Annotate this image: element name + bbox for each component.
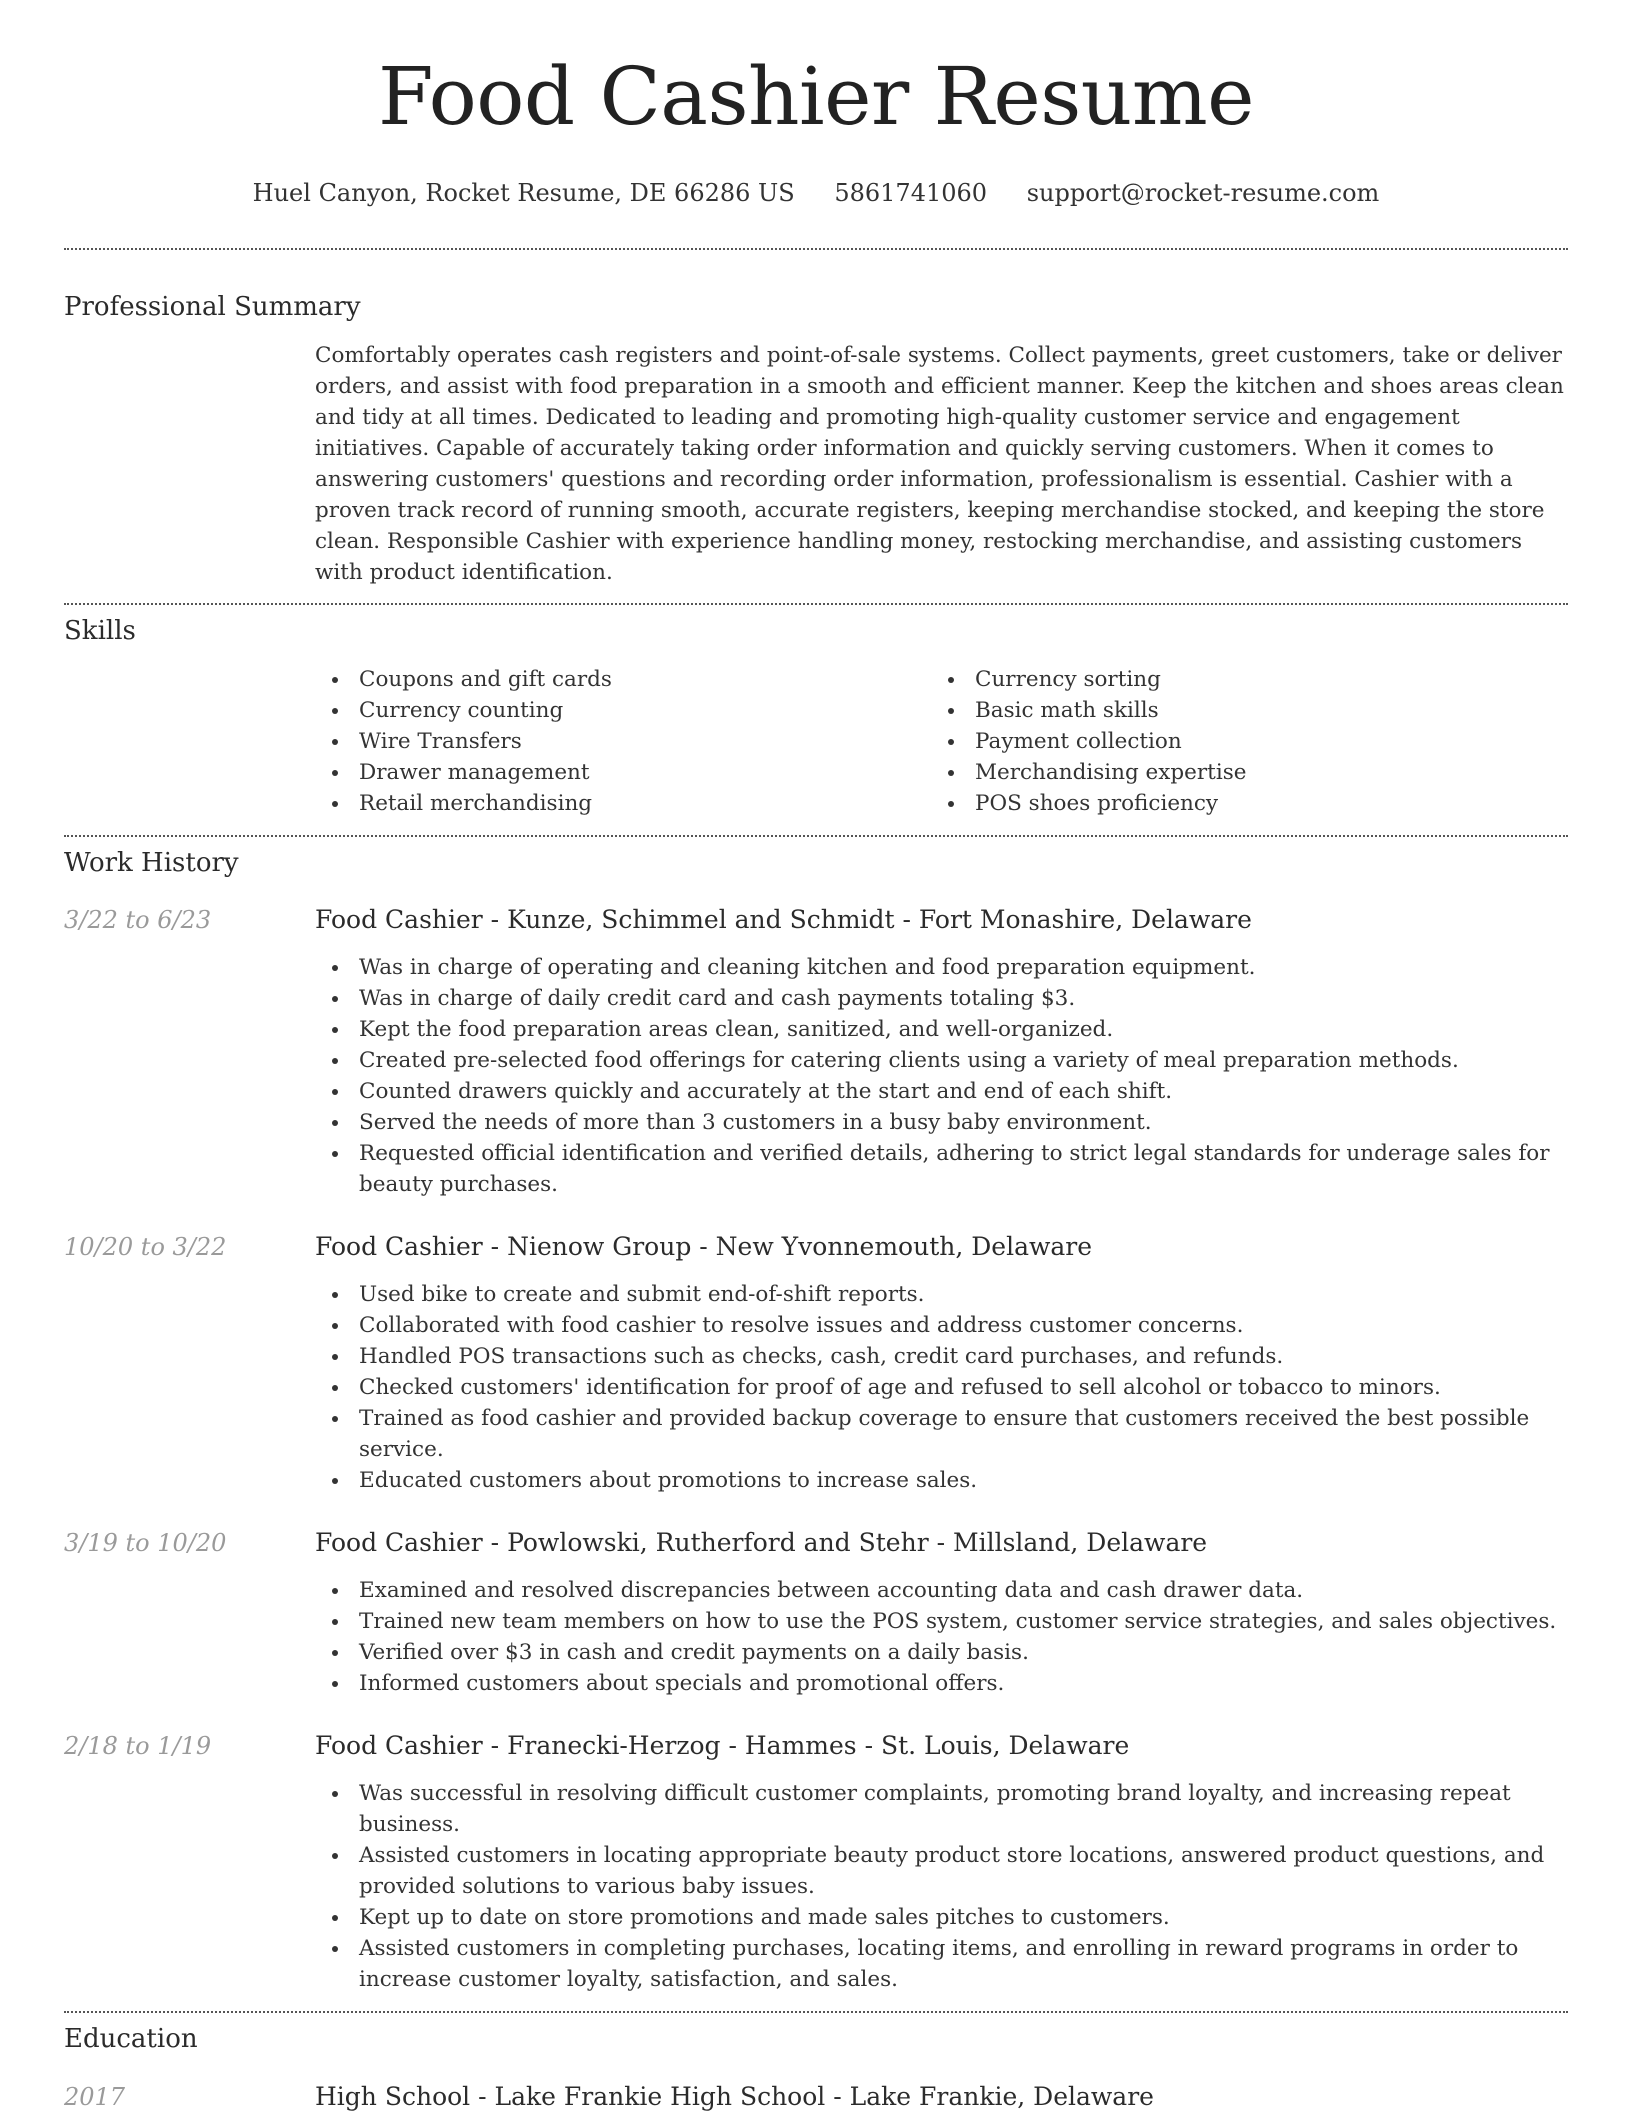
skill-item: Retail merchandising	[315, 788, 931, 819]
job-entry	[64, 905, 1568, 1200]
education-title: High School - Lake Frankie High School - Lake Frankie, Delaware	[315, 2081, 1154, 2111]
summary-heading: Professional Summary	[64, 291, 361, 322]
job-title: Food Cashier - Powlowski, Rutherford and Stehr - Millsland, Delaware	[315, 1528, 1208, 1558]
job-date: 3/22 to 6/23	[64, 906, 212, 935]
job-duty: Examined and resolved discrepancies between accounting data and cash drawer data.	[315, 1575, 1568, 1606]
job-duties	[315, 1575, 1568, 1699]
divider	[64, 603, 1568, 605]
skill-item: Currency sorting	[931, 664, 1547, 695]
skill-item: Merchandising expertise	[931, 757, 1547, 788]
job-date: 3/19 to 10/20	[64, 1529, 227, 1558]
job-duty: Assisted customers in completing purchases, locating items, and enrolling in reward programs in order to increase customer loyalty, satisfaction, and sales.	[315, 1933, 1568, 1995]
job-duties	[315, 952, 1568, 1200]
job-duty: Collaborated with food cashier to resolve issues and address customer concerns.	[315, 1310, 1568, 1341]
job-duty: Created pre-selected food offerings for catering clients using a variety of meal preparation methods.	[315, 1045, 1568, 1076]
summary-text: Comfortably operates cash registers and point-of-sale systems. Collect payments, greet customers, take or deliver orders, and assist with food preparation in a smooth and efficient manner. Keep the kitchen and shoes areas clean and tidy at all times. Dedicated to leading and promoting high-quality customer service and engagement initiatives. Capable of accurately taking order information and quickly serving customers. When it comes to answering customers' questions and recording order information, professionalism is essential. Cashier with a proven track record of running smooth, accurate registers, keeping merchandise stocked, and keeping the store clean. Responsible Cashier with experience handling money, restocking merchandise, and assisting customers with product identification.	[315, 342, 1564, 585]
job-title: Food Cashier - Nienow Group - New Yvonnemouth, Delaware	[315, 1232, 1093, 1262]
job-entry	[64, 1232, 1568, 1496]
job-header	[64, 1232, 1568, 1262]
job-duty: Trained as food cashier and provided backup coverage to ensure that customers received the best possible service.	[315, 1403, 1568, 1465]
contact-phone: 5861741060	[834, 179, 988, 207]
job-duty: Kept the food preparation areas clean, sanitized, and well-organized.	[315, 1014, 1568, 1045]
skills-list	[315, 664, 1568, 819]
skill-item: Drawer management	[315, 757, 931, 788]
education-date: 2017	[64, 2082, 126, 2111]
job-duty: Educated customers about promotions to increase sales.	[315, 1465, 1568, 1496]
job-duty: Used bike to create and submit end-of-shift reports.	[315, 1279, 1568, 1310]
job-date: 2/18 to 1/19	[64, 1732, 212, 1761]
job-header	[64, 1528, 1568, 1558]
skills-column-left	[315, 664, 931, 819]
skill-item: Wire Transfers	[315, 726, 931, 757]
divider	[64, 2011, 1568, 2013]
job-duty: Assisted customers in locating appropriate beauty product store locations, answered product questions, and provided solutions to various baby issues.	[315, 1840, 1568, 1902]
divider	[64, 835, 1568, 837]
job-date: 10/20 to 3/22	[64, 1233, 227, 1262]
skills-column-right	[931, 664, 1547, 819]
job-duty: Was in charge of daily credit card and cash payments totaling $3.	[315, 983, 1568, 1014]
job-duty: Informed customers about specials and promotional offers.	[315, 1668, 1568, 1699]
job-duty: Was in charge of operating and cleaning kitchen and food preparation equipment.	[315, 952, 1568, 983]
job-header	[64, 1731, 1568, 1761]
education-entry	[64, 2082, 1568, 2112]
education-heading: Education	[64, 2024, 198, 2055]
contact-line	[64, 179, 1568, 208]
skill-item: Basic math skills	[931, 695, 1547, 726]
job-entry	[64, 1731, 1568, 1995]
skill-item: Coupons and gift cards	[315, 664, 931, 695]
skill-item: Currency counting	[315, 695, 931, 726]
job-title: Food Cashier - Franecki-Herzog - Hammes - St. Louis, Delaware	[315, 1731, 1130, 1761]
job-duty: Kept up to date on store promotions and made sales pitches to customers.	[315, 1902, 1568, 1933]
job-duties	[315, 1778, 1568, 1995]
divider	[64, 248, 1568, 250]
skill-item: Payment collection	[931, 726, 1547, 757]
job-duty: Verified over $3 in cash and credit payments on a daily basis.	[315, 1637, 1568, 1668]
job-duty: Checked customers' identification for proof of age and refused to sell alcohol or tobacco to minors.	[315, 1372, 1568, 1403]
job-duty: Handled POS transactions such as checks, cash, credit card purchases, and refunds.	[315, 1341, 1568, 1372]
work-heading: Work History	[64, 848, 239, 879]
job-duties	[315, 1279, 1568, 1496]
job-duty: Trained new team members on how to use the POS system, customer service strategies, and sales objectives.	[315, 1606, 1568, 1637]
resume-page	[64, 0, 1568, 2112]
job-header	[64, 905, 1568, 935]
job-duty: Requested official identification and verified details, adhering to strict legal standards for underage sales for beauty purchases.	[315, 1138, 1568, 1200]
job-entry	[64, 1528, 1568, 1699]
resume-title: Food Cashier Resume	[377, 50, 1255, 143]
contact-email: support@rocket-resume.com	[1026, 179, 1380, 207]
job-title: Food Cashier - Kunze, Schimmel and Schmidt - Fort Monashire, Delaware	[315, 905, 1252, 935]
job-duty: Was successful in resolving difficult customer complaints, promoting brand loyalty, and increasing repeat business.	[315, 1778, 1568, 1840]
job-duty: Counted drawers quickly and accurately at the start and end of each shift.	[315, 1076, 1568, 1107]
job-duty: Served the needs of more than 3 customers in a busy baby environment.	[315, 1107, 1568, 1138]
skill-item: POS shoes proficiency	[931, 788, 1547, 819]
contact-address: Huel Canyon, Rocket Resume, DE 66286 US	[252, 179, 795, 207]
skills-heading: Skills	[64, 615, 136, 646]
